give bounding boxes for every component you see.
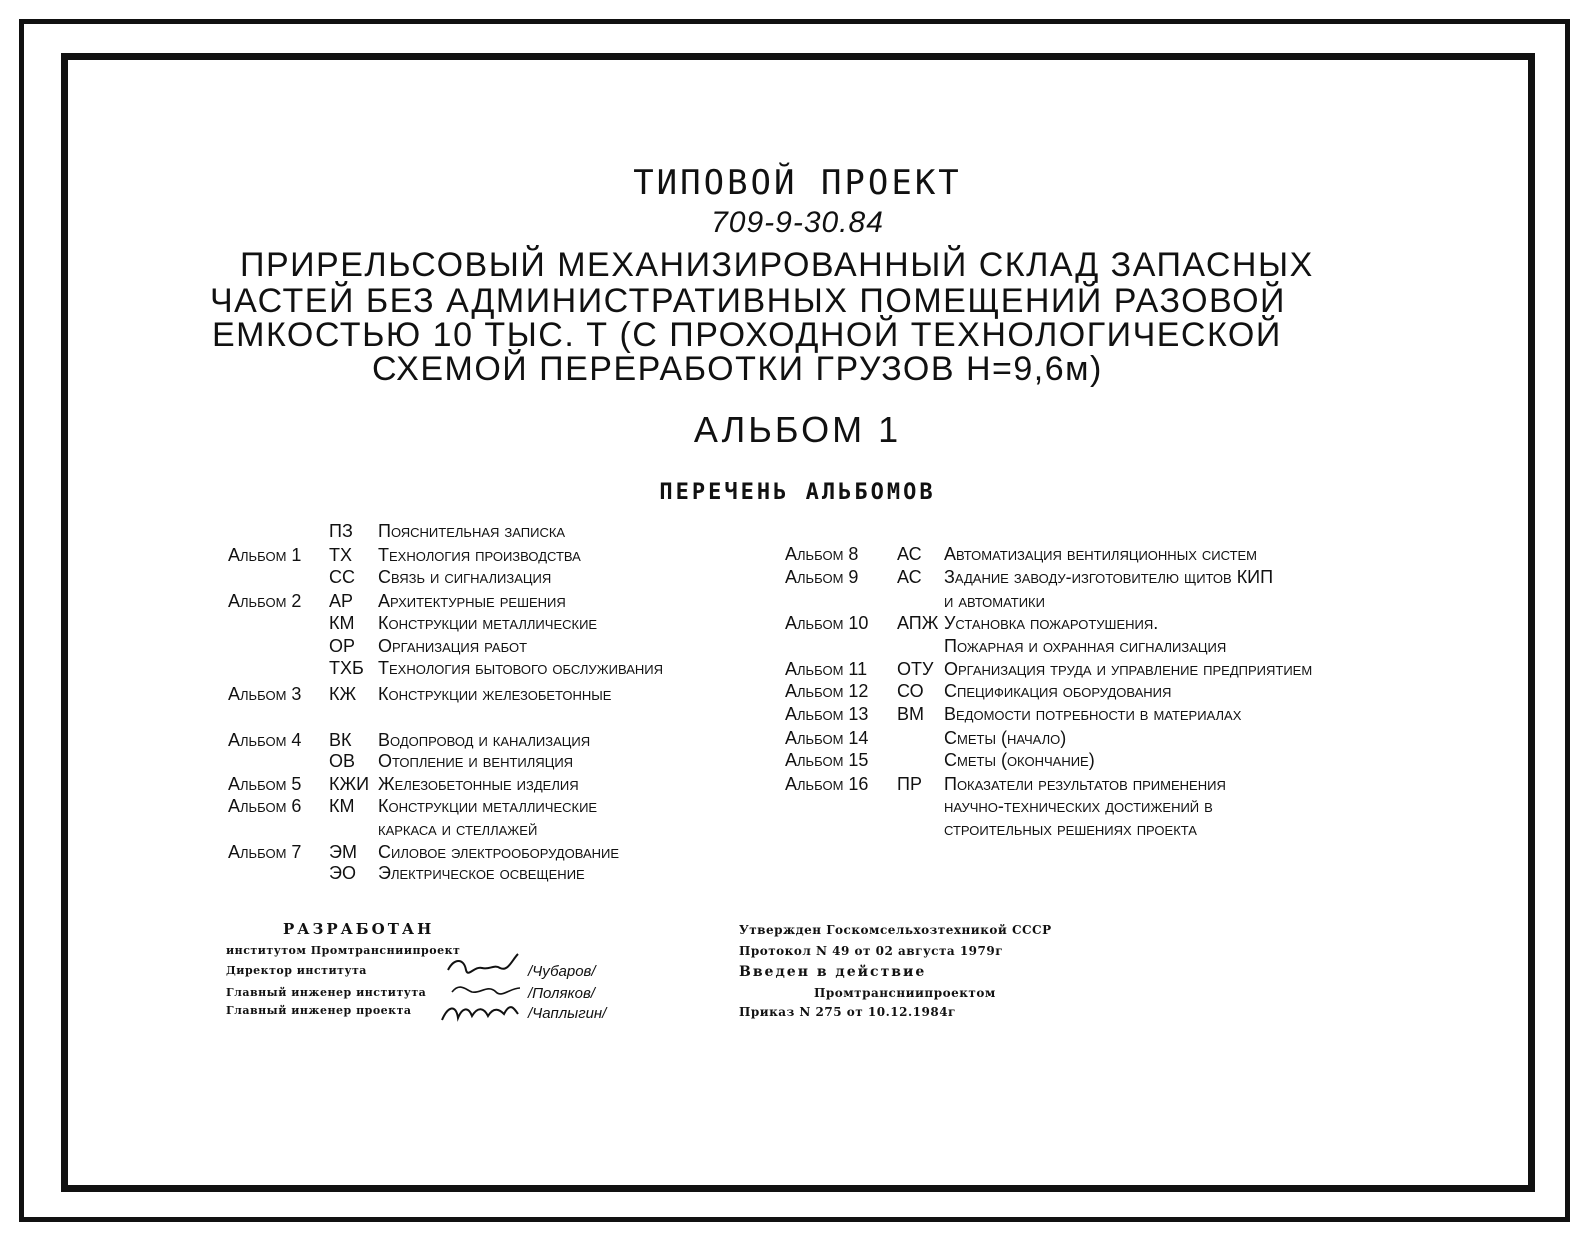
chief-engineer-project-role: Главный инженер проекта <box>226 1004 412 1017</box>
approved-line-3: Введен в действие <box>739 964 927 980</box>
right-list-code: АС <box>897 567 922 587</box>
left-list-code: ТХ <box>329 545 353 565</box>
right-list-text: Ведомости потребности в материалах <box>944 704 1242 724</box>
right-list-code: АПЖ <box>897 613 939 633</box>
right-list-album: Альбом 15 <box>785 750 869 770</box>
left-list-code: ПЗ <box>329 521 353 541</box>
left-list-text: Конструкции железобетонные <box>378 684 612 704</box>
left-list-code: ВК <box>329 730 352 750</box>
right-list-text: научно-технических достижений в <box>944 796 1213 816</box>
right-list-album: Альбом 10 <box>785 613 869 633</box>
right-list-album: Альбом 11 <box>785 659 868 679</box>
left-list-album: Альбом 5 <box>228 774 302 794</box>
left-list-text: Электрическое освещение <box>378 863 585 883</box>
left-list-album: Альбом 6 <box>228 796 302 816</box>
approved-line-4: Промтрансниипроектом <box>814 986 996 1000</box>
right-list-text: Автоматизация вентиляционных систем <box>944 544 1258 564</box>
document-title: ТИПОВОЙ ПРОЕКТ <box>633 163 962 203</box>
left-list-text: Водопровод и канализация <box>378 730 591 750</box>
right-list-text: Сметы (окончание) <box>944 750 1095 770</box>
left-list-text: каркаса и стеллажей <box>378 819 538 839</box>
left-list-text: Конструкции металлические <box>378 613 598 633</box>
right-list-text: Установка пожаротушения. <box>944 613 1159 633</box>
approved-line-2: Протокол N 49 от 02 августа 1979г <box>739 944 1004 958</box>
left-list-code: СС <box>329 567 355 587</box>
approved-line-5: Приказ N 275 от 10.12.1984г <box>739 1005 956 1019</box>
right-list-text: Сметы (начало) <box>944 728 1067 748</box>
heading-line-1: ПРИРЕЛЬСОВЫЙ МЕХАНИЗИРОВАННЫЙ СКЛАД ЗАПАСНЫХ <box>240 246 1314 284</box>
right-list-text: Организация труда и управление предприятием <box>944 659 1313 679</box>
left-list-code: ТХБ <box>329 658 364 678</box>
left-list-text: Отопление и вентиляция <box>378 751 574 771</box>
right-list-text: Спецификация оборудования <box>944 681 1172 701</box>
left-list-code: КМ <box>329 796 355 816</box>
chief-engineer-project-name: /Чаплыгин/ <box>528 1005 607 1022</box>
developed-title: РАЗРАБОТАН <box>283 920 435 938</box>
left-list-album: Альбом 1 <box>228 545 302 565</box>
right-list-album: Альбом 14 <box>785 728 869 748</box>
left-list-text: Архитектурные решения <box>378 591 566 611</box>
right-list-text: Пожарная и охранная сигнализация <box>944 636 1227 656</box>
right-list-code: СО <box>897 681 924 701</box>
left-list-text: Железобетонные изделия <box>378 774 579 794</box>
right-list-album: Альбом 16 <box>785 774 869 794</box>
left-list-text: Пояснительная записка <box>378 521 566 541</box>
left-list-code: КМ <box>329 613 355 633</box>
left-list-code: ЭМ <box>329 842 357 862</box>
heading-line-2: ЧАСТЕЙ БЕЗ АДМИНИСТРАТИВНЫХ ПОМЕЩЕНИЙ РАЗОВОЙ <box>210 282 1286 320</box>
project-code: 709-9-30.84 <box>711 206 884 239</box>
right-list-code: ПР <box>897 774 922 794</box>
director-role: Директор института <box>226 964 367 977</box>
left-list-code: КЖИ <box>329 774 370 794</box>
album-number: АЛЬБОМ 1 <box>693 409 902 450</box>
right-list-album: Альбом 9 <box>785 567 859 587</box>
right-list-album: Альбом 8 <box>785 544 859 564</box>
left-list-text: Конструкции металлические <box>378 796 598 816</box>
left-list-code: ОР <box>329 636 356 656</box>
chief-engineer-institute-name: /Поляков/ <box>528 985 595 1002</box>
left-list-album: Альбом 2 <box>228 591 302 611</box>
right-list-code: АС <box>897 544 922 564</box>
left-list-text: Технология бытового обслуживания <box>378 658 664 678</box>
right-list-album: Альбом 12 <box>785 681 869 701</box>
right-list-text: строительных решениях проекта <box>944 819 1197 839</box>
albums-list-title: ПЕРЕЧЕНЬ АЛЬБОМОВ <box>659 480 936 505</box>
right-list-code: ОТУ <box>897 659 934 679</box>
left-list-album: Альбом 3 <box>228 684 302 704</box>
left-list-text: Технология производства <box>378 545 581 565</box>
approved-line-1: Утвержден Госкомсельхозтехникой СССР <box>739 923 1052 937</box>
developed-institute: институтом Промтрансниипроект <box>226 944 461 957</box>
right-list-code: ВМ <box>897 704 924 724</box>
director-name: /Чубаров/ <box>528 963 596 980</box>
chief-engineer-institute-role: Главный инженер института <box>226 986 427 999</box>
left-list-text: Связь и сигнализация <box>378 567 552 587</box>
heading-line-3: ЕМКОСТЬЮ 10 ТЫС. Т (С ПРОХОДНОЙ ТЕХНОЛОГИЧЕСКОЙ <box>212 316 1282 354</box>
left-list-code: АР <box>329 591 354 611</box>
signature-marks <box>438 948 528 1028</box>
left-list-code: ОВ <box>329 751 356 771</box>
left-list-text: Силовое электрооборудование <box>378 842 620 862</box>
right-list-text: и автоматики <box>944 591 1045 611</box>
right-list-text: Задание заводу-изготовителю щитов КИП <box>944 567 1274 587</box>
left-list-text: Организация работ <box>378 636 528 656</box>
left-list-album: Альбом 7 <box>228 842 302 862</box>
heading-line-4: СХЕМОЙ ПЕРЕРАБОТКИ ГРУЗОВ Н=9,6м) <box>372 350 1103 388</box>
left-list-code: ЭО <box>329 863 356 883</box>
left-list-code: КЖ <box>329 684 357 704</box>
right-list-text: Показатели результатов применения <box>944 774 1226 794</box>
left-list-album: Альбом 4 <box>228 730 302 750</box>
right-list-album: Альбом 13 <box>785 704 869 724</box>
